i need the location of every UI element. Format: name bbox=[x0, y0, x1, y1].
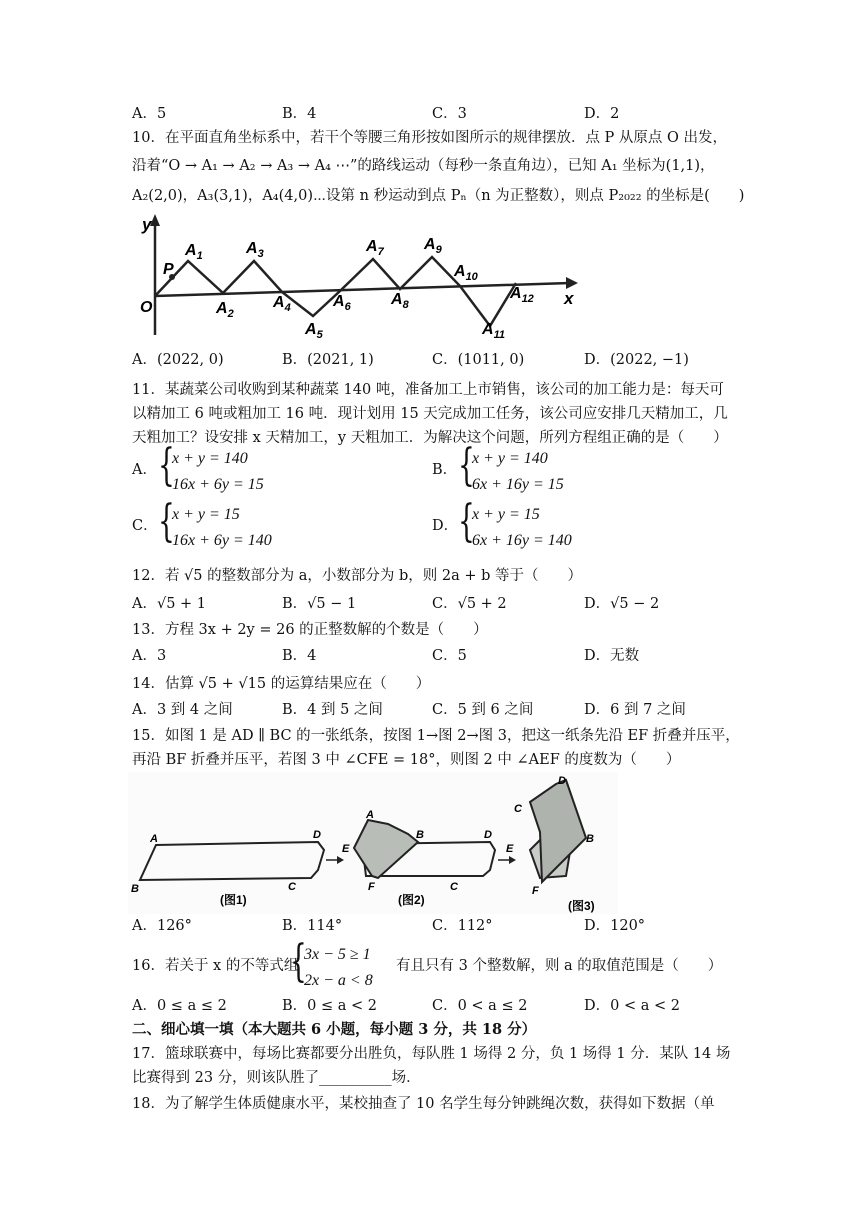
fig3-caption: (图3) bbox=[568, 899, 595, 913]
fig3-label-f: F bbox=[532, 885, 539, 897]
axis-x-label: x bbox=[564, 289, 574, 308]
q10-option-c: C．(1011, 0) bbox=[432, 352, 525, 368]
fig2-label-d: D bbox=[484, 829, 492, 841]
q9-option-c: C．3 bbox=[432, 106, 467, 122]
label-a10: $A_{10}$ bbox=[454, 263, 478, 283]
q15-line1: 15．如图 1 是 AD ∥ BC 的一张纸条，按图 1→图 2→图 3，把这一纸条先沿 EF 折叠并压平， bbox=[132, 728, 740, 744]
q11-option-b-brace: { bbox=[458, 440, 475, 491]
fig2-caption: (图2) bbox=[398, 893, 425, 907]
q13-option-a: A．3 bbox=[132, 648, 167, 664]
q16-option-a: A．0 ≤ a ≤ 2 bbox=[132, 998, 227, 1014]
q14-option-d: D．6 到 7 之间 bbox=[584, 702, 686, 718]
q9-option-d: D．2 bbox=[584, 106, 620, 122]
q11-option-b-label: B． bbox=[432, 462, 458, 478]
q14-stem: 14．估算 √5 + √15 的运算结果应在（ ） bbox=[132, 676, 431, 692]
fig3-label-d: D bbox=[558, 775, 566, 787]
q16-brace: { bbox=[290, 936, 307, 987]
q11-option-d-label: D． bbox=[432, 518, 459, 534]
label-a3: $A_3$ bbox=[246, 240, 264, 260]
label-a8: $A_8$ bbox=[391, 291, 409, 311]
q13-stem: 13．方程 3x + 2y = 26 的正整数解的个数是（ ） bbox=[132, 622, 488, 638]
q11-option-d-eq1: x + y = 15 bbox=[472, 506, 540, 523]
q11-option-c-label: C． bbox=[132, 518, 158, 534]
fig2-label-a: A bbox=[366, 809, 374, 821]
q13-option-b: B．4 bbox=[282, 648, 317, 664]
label-a12: $A_{12}$ bbox=[510, 285, 534, 305]
q11-option-c-eq1: x + y = 15 bbox=[172, 506, 240, 523]
q9-option-b: B．4 bbox=[282, 106, 317, 122]
q12-stem: 12．若 √5 的整数部分为 a，小数部分为 b，则 2a + b 等于（ ） bbox=[132, 568, 583, 584]
q16-eq1: 3x − 5 ≥ 1 bbox=[304, 946, 371, 963]
q10-line2: 沿着“O → A₁ → A₂ → A₃ → A₄ ⋯”的路线运动（每秒一条直角边），已知 A₁ 坐标为(1,1)， bbox=[132, 158, 715, 174]
q12-option-a: A．√5 + 1 bbox=[132, 596, 207, 612]
axis-y-label: y bbox=[142, 215, 152, 234]
label-a1: $A_1$ bbox=[185, 242, 203, 262]
q15-option-b: B．114° bbox=[282, 918, 343, 934]
q11-option-d-brace: { bbox=[458, 496, 475, 547]
q11-option-c-eq2: 16x + 6y = 140 bbox=[172, 532, 272, 549]
fig2-label-c: C bbox=[450, 881, 458, 893]
q13-option-c: C．5 bbox=[432, 648, 467, 664]
q16-eq2: 2x − a < 8 bbox=[304, 972, 373, 989]
q14-option-a: A．3 到 4 之间 bbox=[132, 702, 233, 718]
q10-option-b: B．(2021, 1) bbox=[282, 352, 374, 368]
q11-option-a-label: A． bbox=[132, 462, 157, 478]
q11-option-a-brace: { bbox=[158, 440, 175, 491]
q12-option-d: D．√5 − 2 bbox=[584, 596, 660, 612]
fig2-label-f: F bbox=[368, 881, 375, 893]
q15-figure bbox=[128, 772, 618, 914]
q12-option-b: B．√5 − 1 bbox=[282, 596, 357, 612]
q11-option-a-eq2: 16x + 6y = 15 bbox=[172, 476, 264, 493]
q17-line2: 比赛得到 23 分，则该队胜了__________场． bbox=[132, 1070, 421, 1086]
point-p-label: P bbox=[163, 261, 174, 278]
label-a5: $A_5$ bbox=[305, 321, 323, 341]
label-a2: $A_2$ bbox=[216, 300, 234, 320]
q11-line3: 天粗加工？设安排 x 天精加工，y 天粗加工．为解决这个问题，所列方程组正确的是（ ） bbox=[132, 430, 728, 446]
q11-option-a-eq1: x + y = 140 bbox=[172, 450, 248, 467]
fig1-label-a: A bbox=[150, 833, 158, 845]
q10-line3: A₂(2,0)，A₃(3,1)，A₄(4,0)⋯设第 n 秒运动到点 Pₙ（n 为正整数），则点 P₂₀₂₂ 的坐标是( ) bbox=[132, 188, 745, 204]
q15-option-a: A．126° bbox=[132, 918, 192, 934]
q9-option-a: A．5 bbox=[132, 106, 167, 122]
label-a6: $A_6$ bbox=[333, 293, 351, 313]
q11-option-b-eq2: 6x + 16y = 15 bbox=[472, 476, 564, 493]
q11-line1: 11．某蔬菜公司收购到某种蔬菜 140 吨，准备加工上市销售，该公司的加工能力是：每天可 bbox=[132, 382, 724, 398]
q12-option-c: C．√5 + 2 bbox=[432, 596, 507, 612]
origin-label: O bbox=[140, 299, 153, 316]
q10-line1: 10．在平面直角坐标系中，若干个等腰三角形按如图所示的规律摆放．点 P 从原点 O 出发， bbox=[132, 130, 728, 146]
q15-option-d: D．120° bbox=[584, 918, 646, 934]
fig2-label-e: E bbox=[342, 843, 350, 855]
q14-option-c: C．5 到 6 之间 bbox=[432, 702, 534, 718]
q11-option-d-eq2: 6x + 16y = 140 bbox=[472, 532, 572, 549]
q15-line2: 再沿 BF 折叠并压平，若图 3 中 ∠CFE = 18°，则图 2 中 ∠AEF 的度数为（ ） bbox=[132, 752, 681, 768]
q16-option-b: B．0 ≤ a < 2 bbox=[282, 998, 377, 1014]
section-2-heading: 二、细心填一填（本大题共 6 小题，每小题 3 分，共 18 分） bbox=[132, 1021, 537, 1038]
fig1-caption: (图1) bbox=[220, 893, 247, 907]
label-a7: $A_7$ bbox=[366, 238, 384, 258]
q16-option-c: C．0 < a ≤ 2 bbox=[432, 998, 528, 1014]
q11-line2: 以精加工 6 吨或粗加工 16 吨．现计划用 15 天完成加工任务，该公司应安排几天精加工，几 bbox=[132, 406, 728, 422]
fig1-label-c: C bbox=[288, 881, 296, 893]
fig1-label-b: B bbox=[131, 883, 139, 895]
label-a9: $A_9$ bbox=[424, 236, 442, 256]
q13-option-d: D．无数 bbox=[584, 648, 640, 664]
fig2-label-b: B bbox=[416, 829, 424, 841]
fig3-label-c: C bbox=[514, 803, 522, 815]
fig1-label-d: D bbox=[313, 829, 321, 841]
q16-post: 有且只有 3 个整数解，则 a 的取值范围是（ ） bbox=[396, 958, 723, 974]
label-a4: $A_4$ bbox=[273, 294, 291, 314]
fig3-label-e: E bbox=[506, 843, 514, 855]
q11-option-b-eq1: x + y = 140 bbox=[472, 450, 548, 467]
q10-figure bbox=[130, 210, 590, 345]
q14-option-b: B．4 到 5 之间 bbox=[282, 702, 383, 718]
q17-line1: 17．篮球联赛中，每场比赛都要分出胜负，每队胜 1 场得 2 分，负 1 场得 1 分．某队 14 场 bbox=[132, 1046, 731, 1062]
q16-pre: 16．若关于 x 的不等式组 bbox=[132, 958, 299, 974]
fig3-label-b: B bbox=[586, 833, 594, 845]
q18-line1: 18．为了解学生体质健康水平，某校抽查了 10 名学生每分钟跳绳次数，获得如下数据（单 bbox=[132, 1096, 715, 1112]
q10-option-d: D．(2022, −1) bbox=[584, 352, 689, 368]
q11-option-c-brace: { bbox=[158, 496, 175, 547]
q15-option-c: C．112° bbox=[432, 918, 493, 934]
q16-option-d: D．0 < a < 2 bbox=[584, 998, 680, 1014]
label-a11: $A_{11}$ bbox=[482, 321, 505, 341]
q10-option-a: A．(2022, 0) bbox=[132, 352, 224, 368]
